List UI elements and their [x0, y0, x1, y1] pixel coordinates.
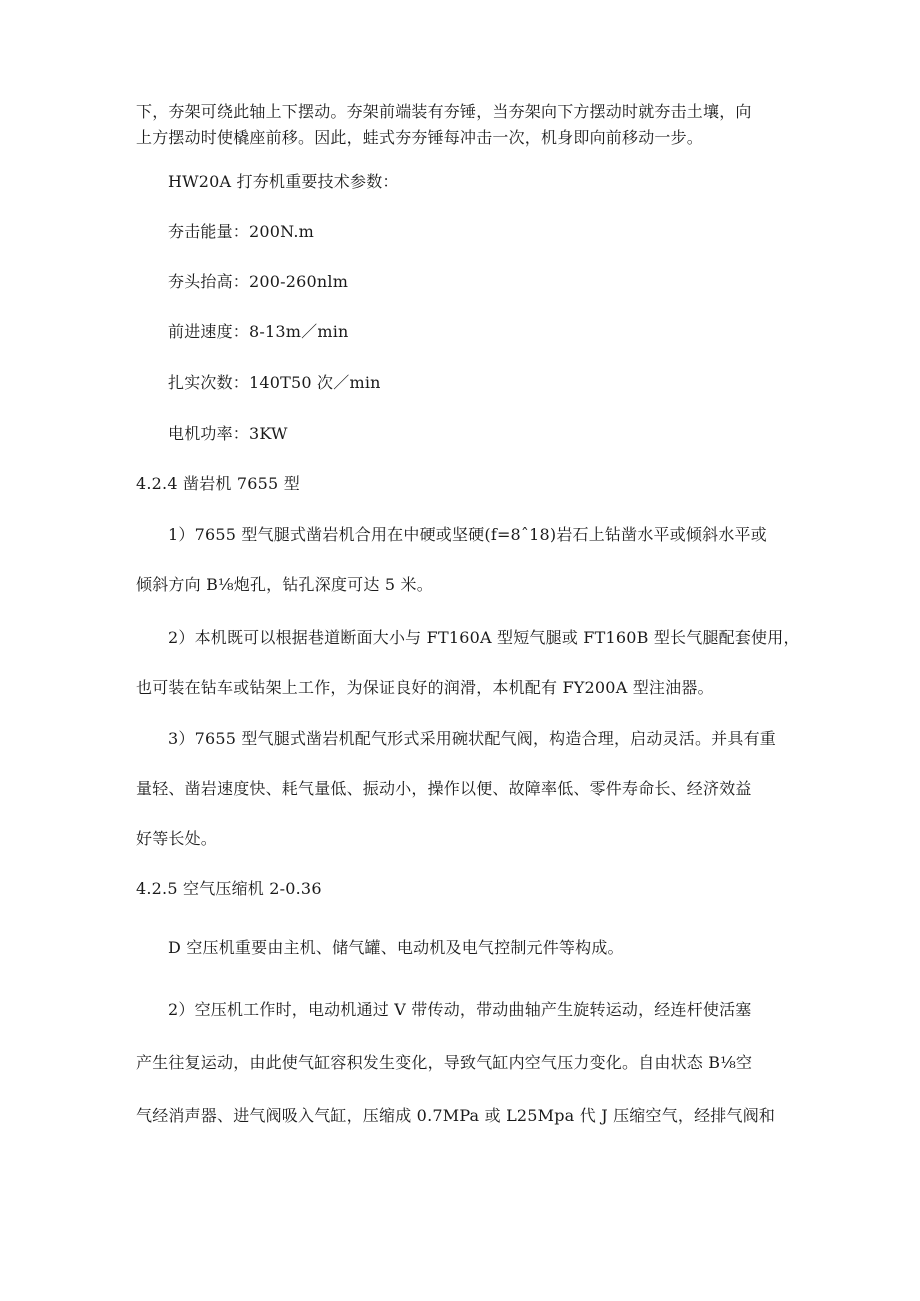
paragraph-line: 气经消声器、进气阀吸入气缸，压缩成 0.7MPa 或 L25Mpa 代 J 压缩空气，经排气阀和 [136, 1106, 776, 1125]
spec-item: 前进速度：8-13m／min [168, 322, 349, 341]
paragraph-line: 量轻、凿岩速度快、耗气量低、振动小，操作以便、故障率低、零件寿命长、经济效益 [136, 779, 752, 798]
section-heading: 4.2.4 凿岩机 7655 型 [136, 474, 300, 493]
paragraph-line: 2）空压机工作时，电动机通过 V 带传动，带动曲轴产生旋转运动，经连杆使活塞 [168, 1000, 752, 1019]
paragraph-line: 下，夯架可绕此轴上下摆动。夯架前端装有夯锤，当夯架向下方摆动时就夯击土壤，向 [136, 102, 752, 121]
paragraph-line: 3）7655 型气腿式凿岩机配气形式采用碗状配气阀，构造合理，启动灵活。并具有重 [168, 729, 776, 748]
spec-heading: HW20A 打夯机重要技术参数： [168, 172, 399, 191]
paragraph-line: 上方摆动时使橇座前移。因此，蛙式夯夯锤每冲击一次，机身即向前移动一步。 [136, 128, 704, 147]
paragraph-line: D 空压机重要由主机、储气罐、电动机及电气控制元件等构成。 [168, 938, 624, 957]
paragraph-line: 好等长处。 [136, 829, 218, 848]
section-heading: 4.2.5 空气压缩机 2-0.36 [136, 879, 322, 898]
paragraph-line: 2）本机既可以根据巷道断面大小与 FT160A 型短气腿或 FT160B 型长气腿配套使用， [168, 628, 800, 647]
paragraph-line: 产生往复运动，由此使气缸容积发生变化，导致气缸内空气压力变化。自由状态 B⅛空 [136, 1053, 753, 1072]
spec-item: 夯头抬高：200-260nlm [168, 272, 349, 291]
paragraph-line: 倾斜方向 B⅛炮孔，钻孔深度可达 5 米。 [136, 575, 433, 594]
spec-item: 电机功率：3KW [168, 424, 288, 443]
spec-item: 扎实次数：140T50 次／min [168, 373, 381, 392]
paragraph-line: 1）7655 型气腿式凿岩机合用在中硬或坚硬(f=8ˆ18)岩石上钻凿水平或倾斜水平或 [168, 525, 767, 544]
spec-item: 夯击能量：200N.m [168, 222, 314, 241]
paragraph-line: 也可装在钻车或钻架上工作，为保证良好的润滑，本机配有 FY200A 型注油器。 [136, 678, 714, 697]
